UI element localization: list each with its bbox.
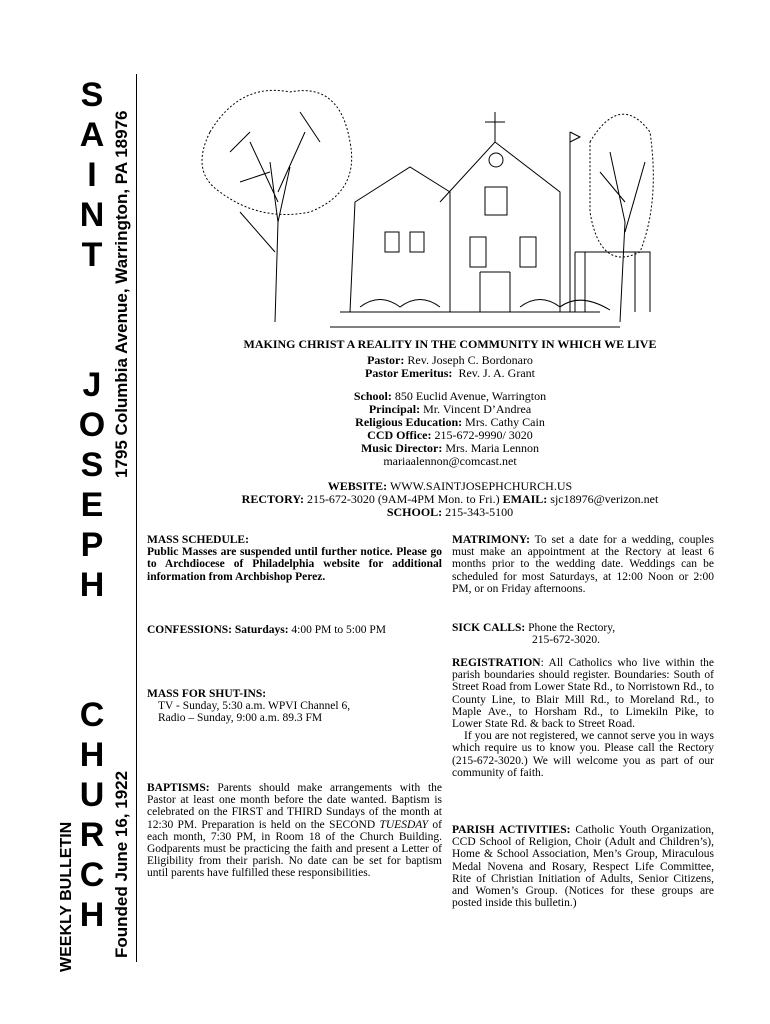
weekly-bulletin-label: WEEKLY BULLETIN — [58, 821, 75, 972]
activities-text: Catholic Youth Organization, CCD School of Religion, Choir (Adult and Children’s), Home & School Association, Men’s Group, Miraculous Medal Novena and Rosary, Respect Life Committee, Rite of Christian Initiation of Adults, Senior Citizens, and Women’s Group. (Notices for these groups are posted inside this bulletin.) — [452, 824, 714, 910]
baptisms-text-2: of each month, 7:30 PM, in Room 18 of the Church Building. Godparents must be practicing the faith and present a Letter of Eligibility from their parish. No date can be set for baptism until parents have fulfilled these responsibilities. — [147, 818, 442, 880]
school-phone-label: SCHOOL: — [386, 505, 443, 519]
title-letter: H — [79, 736, 105, 774]
school-phone: 215-343-5100 — [445, 505, 514, 519]
baptisms-label: BAPTISMS: — [147, 782, 210, 794]
website-link[interactable]: WWW.SAINTJOSEPHCHURCH.US — [389, 479, 573, 493]
pastor-block — [150, 354, 750, 380]
matrimony-label: MATRIMONY: — [452, 534, 530, 546]
mass-schedule-body: Public Masses are suspended until further notice. Please go to Archdiocese of Philadelphia website for additional information from Archbishop Perez. — [147, 546, 442, 583]
sick-calls-text: Phone the Rectory, — [528, 622, 616, 634]
sick-calls-section — [452, 622, 714, 646]
principal-name: Mr. Vincent D’Andrea — [423, 402, 532, 416]
baptisms-text-1: Parents should make arrangements with the Pastor at least one month before the date wanted. Baptism is celebrated on the FIRST and THIRD Sundays of the month at 12:30 PM. Preparation is held on the SECOND — [147, 782, 442, 831]
title-letter: I — [87, 156, 97, 194]
baptisms-section — [147, 782, 442, 880]
ccd-label: CCD Office: — [367, 428, 432, 442]
founded-date: Founded June 16, 1922 — [112, 770, 131, 958]
title-letter: S — [80, 76, 104, 114]
title-letter: E — [80, 486, 104, 524]
school-label: School: — [353, 389, 392, 403]
mass-schedule-section — [147, 534, 442, 583]
title-letter: C — [79, 856, 105, 894]
shutins-title: MASS FOR SHUT-INS: — [147, 688, 267, 700]
music-director-email[interactable]: mariaalennon@comcast.net — [383, 454, 517, 468]
principal-label: Principal: — [368, 402, 421, 416]
pastor-emeritus-name: Rev. J. A. Grant — [458, 366, 535, 380]
confessions-label: CONFESSIONS: Saturdays: — [147, 624, 289, 636]
rectory-label: RECTORY: — [241, 492, 304, 506]
activities-label: PARISH ACTIVITIES: — [452, 824, 571, 836]
church-illustration — [180, 72, 660, 332]
registration-text-2: If you are not registered, we cannot serve you in ways which require us to know you. Please call the Rectory (215-672-3020.) We will welcome you as part of our community of faith. — [452, 730, 714, 779]
baptisms-tuesday: TUESDAY — [379, 818, 429, 831]
title-letter: O — [78, 406, 106, 444]
confessions-time: 4:00 PM to 5:00 PM — [291, 624, 386, 636]
title-letter: S — [80, 446, 104, 484]
website-label: WEBSITE: — [327, 479, 388, 493]
school-address: 850 Euclid Avenue, Warrington — [394, 389, 547, 403]
email-link[interactable]: sjc18976@verizon.net — [550, 492, 659, 506]
motto: MAKING CHRIST A REALITY IN THE COMMUNITY IN WHICH WE LIVE — [243, 337, 657, 351]
matrimony-section — [452, 534, 714, 595]
matrimony-text: To set a date for a wedding, couples must make an appointment at the Rectory at least 6 months prior to the wedding date. Weddings can be scheduled for most Saturdays, at 12:00 Noon or 2:00 PM, or on Friday afternoons. — [452, 534, 714, 595]
shutins-section — [147, 688, 442, 725]
rectory-phone: 215-672-3020 (9AM-4PM Mon. to Fri.) — [306, 492, 500, 506]
contact-block — [150, 480, 750, 519]
email-label: EMAIL: — [502, 492, 548, 506]
pastor-emeritus-label: Pastor Emeritus: — [365, 366, 453, 380]
religious-ed-name: Mrs. Cathy Cain — [465, 415, 545, 429]
music-label: Music Director: — [360, 441, 443, 455]
registration-label: REGISTRATION — [452, 657, 541, 669]
confessions-section — [147, 624, 442, 636]
church-address: 1795 Columbia Avenue, Warrington, PA 18976 — [112, 110, 131, 478]
title-letter: N — [79, 196, 105, 234]
title-letter: H — [79, 566, 105, 604]
registration-section — [452, 657, 714, 779]
registration-text-1: : All Catholics who live within the parish boundaries should register. Boundaries: South of Street Road from Lower State Rd., to Norristown Rd., to County Line, to Blair Mill Rd., to Moreland Rd., to Maple Ave., to Horsham Rd., to Limekiln Pike, to Lower State Rd. & back to Street Road. — [452, 657, 714, 731]
parish-activities-section — [452, 824, 714, 909]
pastor-name: Rev. Joseph C. Bordonaro — [407, 353, 533, 367]
title-letter: H — [79, 896, 105, 934]
title-letter: P — [80, 526, 104, 564]
sick-calls-label: SICK CALLS: — [452, 622, 526, 634]
shutins-radio: Radio – Sunday, 9:00 a.m. 89.3 FM — [158, 712, 323, 725]
mass-schedule-title: MASS SCHEDULE: — [147, 534, 249, 546]
sick-calls-phone: 215-672-3020. — [532, 634, 601, 647]
church-name-vertical — [72, 78, 112, 978]
ccd-phone: 215-672-9990/ 3020 — [434, 428, 533, 442]
title-letter: U — [79, 776, 105, 814]
title-letter: J — [82, 366, 102, 404]
title-letter: C — [79, 696, 105, 734]
shutins-tv: TV - Sunday, 5:30 a.m. WPVI Channel 6, — [158, 700, 351, 713]
title-letter: R — [79, 816, 105, 854]
pastor-label: Pastor: — [367, 353, 405, 367]
school-staff-block — [150, 390, 750, 468]
divider-line — [136, 74, 137, 962]
title-letter: T — [81, 236, 103, 274]
music-director-name: Mrs. Maria Lennon — [445, 441, 540, 455]
title-letter: A — [79, 116, 105, 154]
religious-ed-label: Religious Education: — [355, 415, 463, 429]
